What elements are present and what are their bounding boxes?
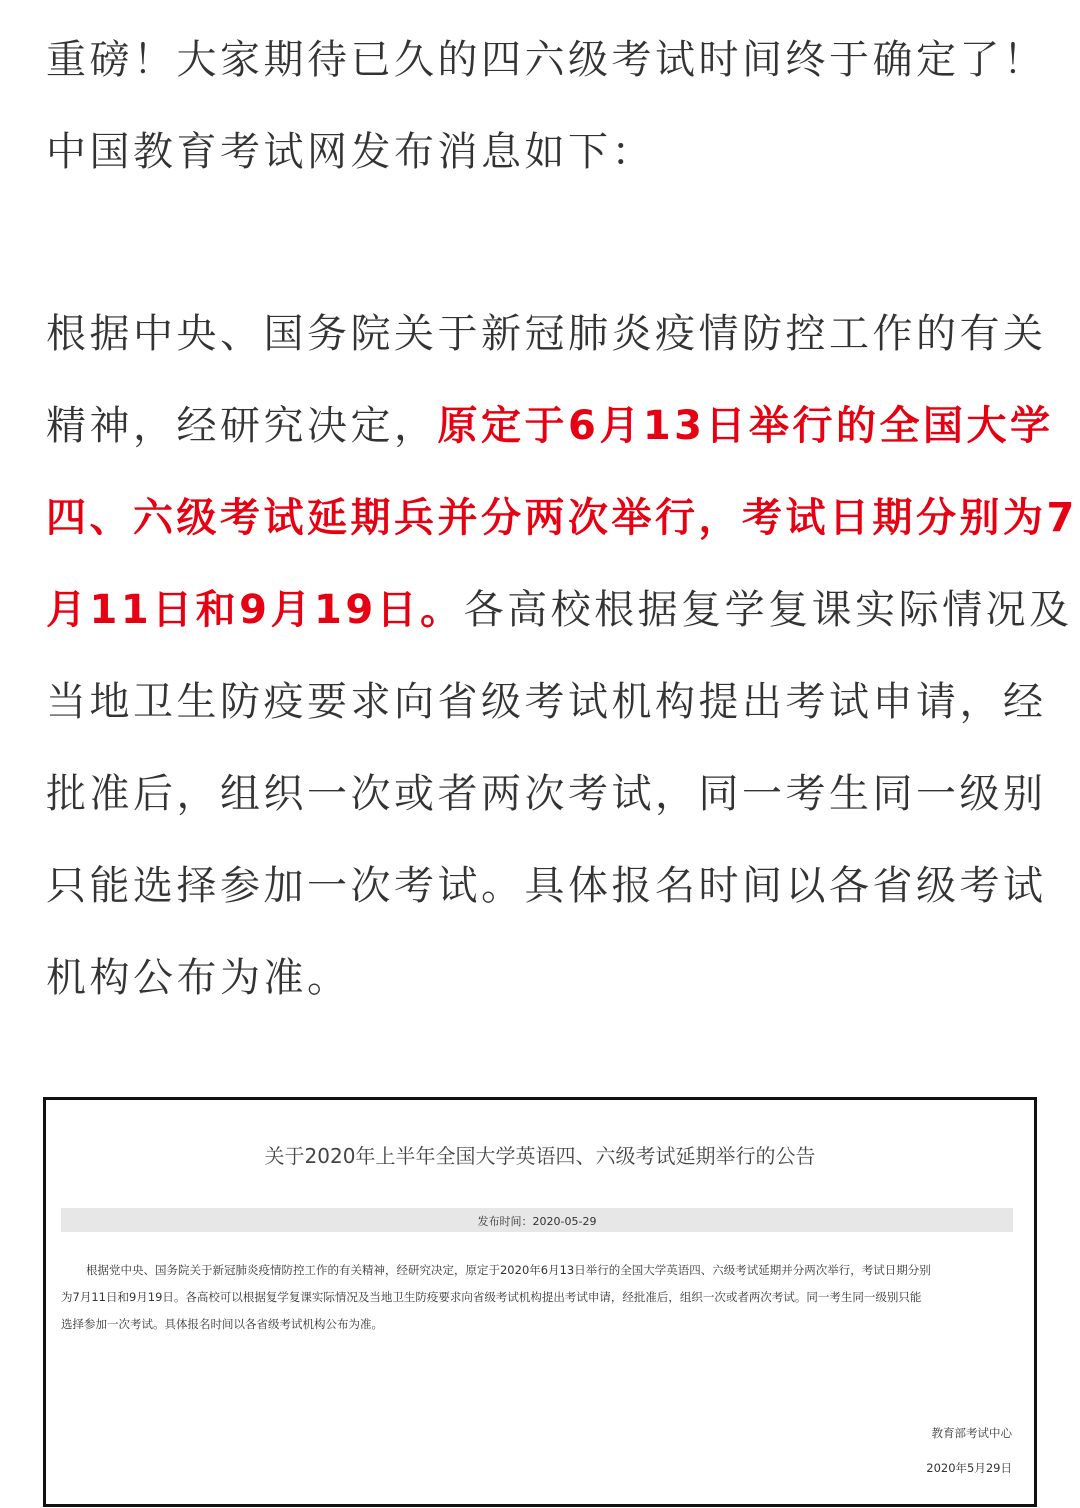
publish-time-bar (61, 1208, 1013, 1232)
announcement-body-line: 为7月11日和9月19日。各高校可以根据复学复课实际情况及当地卫生防疫要求向省级考试机构提出考试申请，经批准后，组织一次或者两次考试。同一考生同一级别只能 (61, 1290, 922, 1304)
paragraph-line: 只能选择参加一次考试。具体报名时间以各省级考试 (46, 863, 1047, 909)
highlighted-text: 月11日和9月19日。 (46, 587, 464, 633)
announcement-signature: 教育部考试中心 (931, 1426, 1012, 1440)
paragraph-line (46, 587, 1073, 633)
announcement-date: 2020年5月29日 (926, 1461, 1012, 1475)
paragraph-line: 根据中央、国务院关于新冠肺炎疫情防控工作的有关 (46, 311, 1047, 357)
highlighted-text: 四、六级考试延期兵并分两次举行，考试日期分别为7 (46, 495, 1078, 541)
announcement-title: 关于2020年上半年全国大学英语四、六级考试延期举行的公告 (264, 1144, 816, 1168)
highlighted-text: 原定于6月13日举行的全国大学 (437, 403, 1054, 449)
paragraph-line: 当地卫生防疫要求向省级考试机构提出考试申请，经 (46, 679, 1047, 725)
paragraph-text: 精神，经研究决定， (46, 403, 438, 449)
paragraph-line: 机构公布为准。 (46, 955, 351, 1001)
paragraph-line: 批准后，组织一次或者两次考试，同一考生同一级别 (46, 771, 1047, 817)
paragraph-line (46, 403, 1054, 449)
source-intro-text: 中国教育考试网发布消息如下： (46, 129, 655, 175)
announcement-screenshot (43, 1097, 1037, 1507)
paragraph-text: 各高校根据复学复课实际情况及 (463, 587, 1073, 633)
paragraph-line (46, 495, 1078, 541)
announcement-body-line: 选择参加一次考试。具体报名时间以各省级考试机构公布为准。 (61, 1317, 383, 1331)
announcement-body-line: 根据党中央、国务院关于新冠肺炎疫情防控工作的有关精神，经研究决定，原定于2020年6月13日举行的全国大学英语四、六级考试延期并分两次举行，考试日期分别 (86, 1263, 931, 1277)
publish-time: 发布时间：2020-05-29 (477, 1215, 597, 1228)
headline-text: 重磅！大家期待已久的四六级考试时间终于确定了！ (46, 37, 1047, 83)
